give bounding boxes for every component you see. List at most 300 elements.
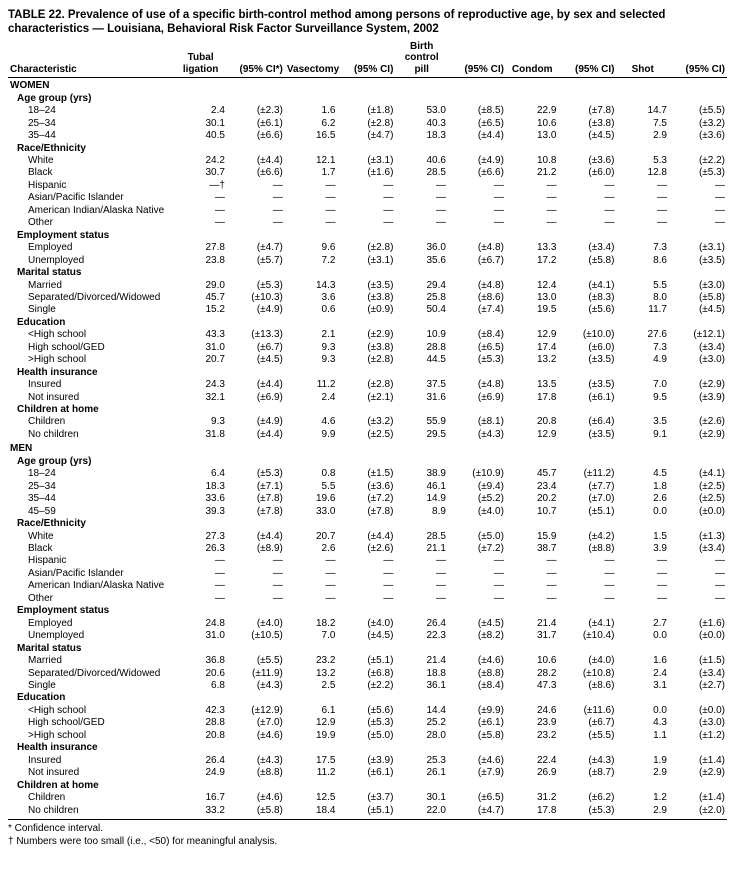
row-label: 18–24 xyxy=(28,105,56,117)
value-cell: 2.1 xyxy=(321,329,336,341)
ci-cell: (±8.8) xyxy=(588,543,615,555)
row-label: American Indian/Alaska Native xyxy=(28,204,165,216)
ci-cell: — xyxy=(272,567,283,579)
value-cell: 23.4 xyxy=(537,480,557,492)
value-cell: 11.2 xyxy=(316,379,336,391)
row-label: Single xyxy=(28,680,56,691)
row-label: Other xyxy=(28,217,54,229)
value-cell: — xyxy=(435,592,446,604)
data-row xyxy=(8,668,727,680)
ci-cell: — xyxy=(604,555,615,567)
ci-cell: (±3.6) xyxy=(588,154,615,166)
value-cell: 7.3 xyxy=(653,242,667,254)
value-cell: 2.9 xyxy=(653,767,667,779)
ci-cell: (±3.4) xyxy=(698,543,725,555)
row-label: Black xyxy=(28,543,53,555)
value-cell: 6.8 xyxy=(211,680,225,691)
ci-cell: (±8.4) xyxy=(477,329,504,341)
value-cell: 5.3 xyxy=(653,154,667,166)
value-cell: — xyxy=(435,192,446,204)
row-label: >High school xyxy=(28,354,87,366)
ci-cell: (±12.1) xyxy=(693,329,725,341)
ci-cell: (±2.8) xyxy=(367,379,394,391)
value-cell: 7.0 xyxy=(653,379,667,391)
value-cell: 6.1 xyxy=(321,704,336,716)
ci-cell: (±3.5) xyxy=(588,428,615,440)
value-cell: 32.1 xyxy=(205,391,225,403)
table-header xyxy=(8,40,727,78)
ci-cell: (±8.8) xyxy=(477,667,504,679)
ci-cell: (±6.0) xyxy=(588,341,615,353)
ci-cell: (±3.6) xyxy=(698,130,725,142)
value-cell: — xyxy=(325,567,336,579)
group-label: Race/Ethnicity xyxy=(17,142,86,154)
value-cell: 37.5 xyxy=(426,379,446,391)
group-label: Age group (yrs) xyxy=(17,92,92,104)
ci-cell: (±4.0) xyxy=(588,655,615,667)
header-row xyxy=(8,40,727,78)
value-cell: 15.2 xyxy=(205,304,225,316)
value-cell: 50.4 xyxy=(426,304,446,316)
ci-cell: (±2.2) xyxy=(698,154,725,166)
ci-cell: (±3.6) xyxy=(367,480,394,492)
ci-cell: (±6.5) xyxy=(477,341,504,353)
value-cell: 10.6 xyxy=(537,117,557,129)
ci-cell: (±4.7) xyxy=(448,805,506,820)
ci-cell: (±8.7) xyxy=(588,767,615,779)
value-cell: 2.4 xyxy=(321,391,336,403)
ci-cell: (±3.5) xyxy=(588,379,615,391)
ci-cell: (±0.0) xyxy=(698,505,725,517)
ci-cell: (±4.9) xyxy=(256,304,283,316)
ci-cell: (±5.3) xyxy=(367,717,394,729)
ci-cell: — xyxy=(604,204,615,216)
value-cell: 10.8 xyxy=(537,154,557,166)
row-label: Employed xyxy=(28,242,73,254)
data-row xyxy=(8,705,727,717)
row-label: White xyxy=(28,154,54,166)
ci-cell: (±4.3) xyxy=(477,428,504,440)
ci-cell: (±2.9) xyxy=(367,329,394,341)
ci-cell: — xyxy=(272,179,283,191)
ci-cell: (±5.3) xyxy=(558,805,616,820)
ci-cell: — xyxy=(272,555,283,567)
ci-cell: (±6.1) xyxy=(367,767,394,779)
ci-cell: (±2.5) xyxy=(367,428,394,440)
group-label: Marital status xyxy=(17,267,82,279)
ci-cell: — xyxy=(604,592,615,604)
column-header: Shot xyxy=(616,40,669,78)
value-cell: — xyxy=(546,555,557,567)
row-label: 18–24 xyxy=(28,468,56,480)
row-label: White xyxy=(28,530,54,542)
value-cell: 24.2 xyxy=(205,154,225,166)
row-label: American Indian/Alaska Native xyxy=(28,580,165,592)
row-label: Asian/Pacific Islander xyxy=(28,192,124,204)
data-row xyxy=(8,481,727,493)
ci-cell: (±4.7) xyxy=(367,130,394,142)
ci-cell: — xyxy=(493,192,504,204)
group-label: Children at home xyxy=(17,779,99,791)
ci-cell: (±13.3) xyxy=(251,329,283,341)
data-row xyxy=(8,416,727,428)
value-cell: 21.2 xyxy=(537,167,557,179)
row-label: No children xyxy=(28,428,79,440)
value-cell: 2.9 xyxy=(653,130,667,142)
value-cell: 28.8 xyxy=(205,717,225,729)
data-row xyxy=(8,568,727,580)
row-label: Separated/Divorced/Widowed xyxy=(28,667,161,679)
ci-cell: (±5.0) xyxy=(367,729,394,741)
row-label: Unemployed xyxy=(28,630,85,642)
value-cell: 14.3 xyxy=(315,279,336,291)
column-header: Characteristic xyxy=(8,40,174,78)
ci-cell: (±0.9) xyxy=(367,304,394,316)
ci-cell: (±7.1) xyxy=(256,480,283,492)
ci-cell: — xyxy=(493,592,504,604)
value-cell: — xyxy=(325,592,336,604)
ci-cell: (±8.2) xyxy=(477,630,504,642)
value-cell: 25.8 xyxy=(426,291,446,303)
data-row xyxy=(8,167,727,179)
ci-cell: (±7.2) xyxy=(367,493,394,505)
value-cell: 10.6 xyxy=(537,655,557,667)
ci-cell: (±4.7) xyxy=(256,242,283,254)
ci-cell: (±2.9) xyxy=(698,767,725,779)
value-cell: 13.5 xyxy=(537,379,557,391)
value-cell: 1.5 xyxy=(653,530,667,542)
ci-cell: (±4.6) xyxy=(256,792,283,804)
value-cell: — xyxy=(656,179,667,191)
value-cell: — xyxy=(656,217,667,229)
value-cell: 4.9 xyxy=(653,354,667,366)
value-cell: — xyxy=(214,192,225,204)
ci-cell: (±4.4) xyxy=(256,530,283,542)
value-cell: — xyxy=(546,592,557,604)
ci-cell: (±1.4) xyxy=(698,792,725,804)
value-cell: 17.8 xyxy=(537,391,557,403)
value-cell: 10.7 xyxy=(537,505,557,517)
ci-cell: (±3.5) xyxy=(698,254,725,266)
value-cell: 14.7 xyxy=(647,105,667,117)
ci-cell: — xyxy=(715,204,725,216)
value-cell: 33.6 xyxy=(205,493,225,505)
ci-cell: (±6.1) xyxy=(588,391,615,403)
ci-cell: (±0.0) xyxy=(698,704,725,716)
ci-cell: (±3.9) xyxy=(698,391,725,403)
ci-cell: — xyxy=(493,580,504,592)
value-cell: 3.5 xyxy=(653,416,667,428)
ci-cell: (±1.2) xyxy=(698,729,725,741)
value-cell: 20.8 xyxy=(537,416,557,428)
value-cell: 18.2 xyxy=(315,617,336,629)
value-cell: 2.7 xyxy=(653,617,667,629)
ci-cell: (±6.9) xyxy=(256,391,283,403)
value-cell: — xyxy=(546,217,557,229)
ci-cell: (±4.0) xyxy=(256,617,283,629)
value-cell: 14.4 xyxy=(426,704,446,716)
value-cell: 9.3 xyxy=(321,341,336,353)
data-row xyxy=(8,630,727,642)
ci-cell: (±8.4) xyxy=(477,680,504,691)
data-row xyxy=(8,105,727,117)
value-cell: 21.4 xyxy=(537,617,557,629)
value-cell: 12.9 xyxy=(315,717,336,729)
ci-cell: (±5.3) xyxy=(477,354,504,366)
ci-cell: (±6.8) xyxy=(367,667,394,679)
data-row xyxy=(8,755,727,767)
ci-cell: (±5.3) xyxy=(256,279,283,291)
value-cell: 8.9 xyxy=(432,505,446,517)
ci-cell: (±4.6) xyxy=(477,754,504,766)
row-label: Not insured xyxy=(28,391,80,403)
ci-cell: (±3.5) xyxy=(367,279,394,291)
row-label: <High school xyxy=(28,329,87,341)
row-label: Employed xyxy=(28,617,73,629)
ci-cell: — xyxy=(272,192,283,204)
ci-cell: (±5.6) xyxy=(367,704,394,716)
column-header: (95% CI) xyxy=(669,40,727,78)
value-cell: 35.6 xyxy=(426,254,446,266)
ci-cell: — xyxy=(272,204,283,216)
group-row xyxy=(8,780,727,792)
value-cell: 18.4 xyxy=(285,805,338,820)
ci-cell: (±5.7) xyxy=(256,254,283,266)
ci-cell: (±6.7) xyxy=(256,341,283,353)
value-cell: 22.3 xyxy=(426,630,446,642)
ci-cell: (±10.5) xyxy=(251,630,283,642)
ci-cell: — xyxy=(272,580,283,592)
data-row xyxy=(8,255,727,267)
value-cell: — xyxy=(546,580,557,592)
value-cell: 53.0 xyxy=(426,105,446,117)
value-cell: 36.8 xyxy=(205,655,225,667)
ci-cell: (±7.0) xyxy=(256,717,283,729)
ci-cell: — xyxy=(493,204,504,216)
ci-cell: (±5.1) xyxy=(588,505,615,517)
ci-cell: — xyxy=(272,592,283,604)
ci-cell: (±2.9) xyxy=(698,379,725,391)
value-cell: 24.9 xyxy=(205,767,225,779)
value-cell: 17.5 xyxy=(315,754,336,766)
group-label: Education xyxy=(17,692,66,704)
value-cell: 20.7 xyxy=(205,354,225,366)
data-row xyxy=(8,217,727,229)
ci-cell: — xyxy=(493,567,504,579)
value-cell: 9.3 xyxy=(321,354,336,366)
value-cell: 1.6 xyxy=(321,105,336,117)
ci-cell: — xyxy=(604,179,615,191)
value-cell: 7.3 xyxy=(653,341,667,353)
ci-cell: (±5.3) xyxy=(256,468,283,480)
ci-cell: (±7.0) xyxy=(588,493,615,505)
row-label: Hispanic xyxy=(28,555,67,567)
value-cell: 30.1 xyxy=(205,117,225,129)
value-cell: 15.9 xyxy=(537,530,557,542)
ci-cell: (±3.8) xyxy=(367,341,394,353)
value-cell: 13.0 xyxy=(537,130,557,142)
ci-cell: (±5.5) xyxy=(256,655,283,667)
group-label: Race/Ethnicity xyxy=(17,518,86,530)
ci-cell: (±5.0) xyxy=(477,530,504,542)
value-cell: 12.4 xyxy=(537,279,557,291)
ci-cell: (±2.8) xyxy=(367,242,394,254)
value-cell: — xyxy=(325,217,336,229)
value-cell: 18.8 xyxy=(426,667,446,679)
ci-cell: — xyxy=(715,580,725,592)
data-row xyxy=(8,767,727,779)
ci-cell: (±9.9) xyxy=(477,704,504,716)
ci-cell: (±4.3) xyxy=(256,754,283,766)
ci-cell: — xyxy=(383,580,394,592)
ci-cell: (±5.2) xyxy=(477,493,504,505)
ci-cell: (±4.9) xyxy=(256,416,283,428)
section-row xyxy=(8,78,727,93)
ci-cell: — xyxy=(715,179,725,191)
value-cell: 19.6 xyxy=(315,493,336,505)
value-cell: 0.0 xyxy=(653,505,667,517)
data-row xyxy=(8,805,727,820)
value-cell: — xyxy=(214,580,225,592)
ci-cell: (±4.5) xyxy=(367,630,394,642)
table-body xyxy=(8,78,727,820)
data-row xyxy=(8,242,727,254)
ci-cell: (±4.0) xyxy=(477,505,504,517)
ci-cell: — xyxy=(383,204,394,216)
ci-cell: (±3.4) xyxy=(698,341,725,353)
value-cell: 12.9 xyxy=(537,329,557,341)
ci-cell: (±6.7) xyxy=(588,717,615,729)
group-label: Marital status xyxy=(17,642,82,654)
value-cell: 25.3 xyxy=(426,754,446,766)
value-cell: — xyxy=(214,204,225,216)
value-cell: 33.2 xyxy=(174,805,227,820)
ci-cell: (±6.1) xyxy=(256,117,283,129)
ci-cell: (±8.5) xyxy=(477,105,504,117)
ci-cell: (±5.1) xyxy=(337,805,395,820)
value-cell: 26.3 xyxy=(205,543,225,555)
value-cell: 26.4 xyxy=(426,617,446,629)
value-cell: 1.8 xyxy=(653,480,667,492)
ci-cell: (±6.2) xyxy=(588,792,615,804)
value-cell: 24.6 xyxy=(537,704,557,716)
value-cell: 20.2 xyxy=(537,493,557,505)
value-cell: 0.0 xyxy=(653,630,667,642)
ci-cell: (±4.2) xyxy=(588,530,615,542)
footnotes xyxy=(8,822,727,848)
value-cell: 3.1 xyxy=(653,680,667,691)
ci-cell: (±2.5) xyxy=(698,493,725,505)
value-cell: 31.7 xyxy=(537,630,557,642)
value-cell: 27.6 xyxy=(647,329,667,341)
ci-cell: (±11.6) xyxy=(583,704,615,716)
value-cell: 2.5 xyxy=(321,680,336,691)
ci-cell: (±10.3) xyxy=(251,291,283,303)
ci-cell: (±4.9) xyxy=(477,154,504,166)
data-row xyxy=(8,354,727,366)
ci-cell: — xyxy=(604,217,615,229)
ci-cell: (±9.4) xyxy=(477,480,504,492)
value-cell: 2.9 xyxy=(616,805,669,820)
ci-cell: (±1.8) xyxy=(367,105,394,117)
value-cell: 40.5 xyxy=(205,130,225,142)
ci-cell: — xyxy=(604,580,615,592)
ci-cell: — xyxy=(493,555,504,567)
ci-cell: (±6.6) xyxy=(256,167,283,179)
ci-cell: (±3.8) xyxy=(367,291,394,303)
ci-cell: (±1.4) xyxy=(698,754,725,766)
ci-cell: (±5.8) xyxy=(588,254,615,266)
value-cell: — xyxy=(214,555,225,567)
value-cell: 7.2 xyxy=(321,254,336,266)
ci-cell: (±6.5) xyxy=(477,792,504,804)
ci-cell: (±10.9) xyxy=(472,468,504,480)
value-cell: 22.4 xyxy=(537,754,557,766)
value-cell: 7.5 xyxy=(653,117,667,129)
value-cell: 27.3 xyxy=(205,530,225,542)
ci-cell: (±4.8) xyxy=(477,279,504,291)
value-cell: 45.7 xyxy=(205,291,225,303)
ci-cell: (±1.6) xyxy=(367,167,394,179)
section-row xyxy=(8,441,727,455)
value-cell: 28.5 xyxy=(426,167,446,179)
value-cell: 2.6 xyxy=(321,543,336,555)
row-label: Married xyxy=(28,655,62,667)
ci-cell: (±5.8) xyxy=(227,805,285,820)
group-row xyxy=(8,692,727,704)
ci-cell: (±12.9) xyxy=(251,704,283,716)
ci-cell: (±4.4) xyxy=(477,130,504,142)
ci-cell: (±5.3) xyxy=(698,167,725,179)
section-label: MEN xyxy=(10,443,33,455)
value-cell: 9.9 xyxy=(321,428,336,440)
value-cell: 26.9 xyxy=(537,767,557,779)
value-cell: 23.2 xyxy=(537,729,557,741)
ci-cell: (±2.7) xyxy=(698,680,725,691)
value-cell: 9.6 xyxy=(321,242,336,254)
ci-cell: (±4.5) xyxy=(698,304,725,316)
ci-cell: (±3.2) xyxy=(367,416,394,428)
column-header: Vasectomy xyxy=(285,40,338,78)
row-label: Hispanic xyxy=(28,179,67,191)
ci-cell: (±4.1) xyxy=(698,468,725,480)
value-cell: 39.3 xyxy=(205,505,225,517)
ci-cell: — xyxy=(715,592,725,604)
ci-cell: (±3.4) xyxy=(588,242,615,254)
column-header: (95% CI) xyxy=(558,40,616,78)
group-row xyxy=(8,643,727,655)
value-cell: 26.1 xyxy=(426,767,446,779)
ci-cell: (±5.5) xyxy=(698,105,725,117)
ci-cell: — xyxy=(715,217,725,229)
value-cell: 1.7 xyxy=(321,167,336,179)
ci-cell: (±4.4) xyxy=(256,428,283,440)
ci-cell: (±3.1) xyxy=(367,154,394,166)
value-cell: — xyxy=(546,204,557,216)
value-cell: — xyxy=(214,217,225,229)
data-row xyxy=(8,655,727,667)
group-row xyxy=(8,605,727,617)
value-cell: 12.9 xyxy=(537,428,557,440)
value-cell: 19.9 xyxy=(315,729,336,741)
value-cell: 13.3 xyxy=(537,242,557,254)
value-cell: — xyxy=(656,204,667,216)
value-cell: 31.8 xyxy=(205,428,225,440)
value-cell: 2.4 xyxy=(653,667,667,679)
value-cell: — xyxy=(325,204,336,216)
row-label: Unemployed xyxy=(28,254,85,266)
ci-cell: (±2.8) xyxy=(367,354,394,366)
